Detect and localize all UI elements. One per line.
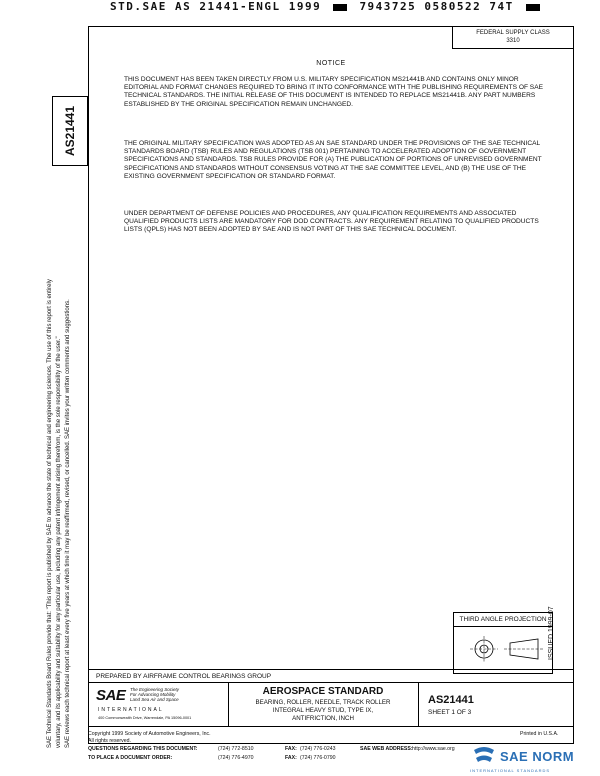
sae-norm-logo-icon	[472, 746, 496, 766]
vertical-note-line-2: voluntary, and its applicability and suitability for any particular use, including any patent infringement arising therefrom, is the sole responsibility of the user."	[56, 336, 62, 748]
third-angle-projection-symbol-icon	[462, 631, 548, 667]
sae-logo-block	[88, 683, 229, 726]
fsc-value: 3310	[506, 38, 520, 44]
document-header-code	[110, 0, 600, 14]
fax-value-2: (724) 776-0790	[300, 755, 336, 761]
header-black-mark	[333, 4, 347, 11]
federal-supply-class-box	[452, 27, 573, 49]
rights-reserved: All rights reserved.	[88, 738, 131, 744]
fax-label-2: FAX:	[285, 755, 297, 761]
aerospace-standard-title: AEROSPACE STANDARD	[262, 686, 384, 697]
side-document-number-box	[52, 96, 88, 166]
notice-paragraph-3: UNDER DEPARTMENT OF DEFENSE POLICIES AND PROCEDURES, ANY QUALIFICATION REQUIREMENTS AND ASSOCIATED QUALIFIED PRODUCTS LISTS ARE MANDATORY FOR DOD CONTRACTS. ANY REQUIREMENT RELATING TO QUALIFIED PRODUCTS LISTS (QPLS) HAS NOT BEEN ADOPTED BY SAE AND IS NOT PART OF THIS SAE TECHNICAL DOCUMENT.	[124, 210, 539, 234]
title-block	[88, 682, 574, 727]
title-block-description	[228, 683, 419, 726]
fsc-label: FEDERAL SUPPLY CLASS	[476, 30, 550, 36]
sae-logo: SAE	[96, 687, 126, 704]
sae-logo-tagline	[130, 687, 179, 702]
printed-in: Printed in U.S.A.	[520, 731, 559, 737]
sae-norm-subtitle: INTERNATIONAL STANDARDS	[470, 768, 551, 773]
document-number: AS21441	[428, 694, 474, 706]
sae-address: 400 Commonwealth Drive, Warrendale, PA 15096-0001	[98, 716, 192, 720]
notice-paragraph-1: THIS DOCUMENT HAS BEEN TAKEN DIRECTLY FROM U.S. MILITARY SPECIFICATION MS21441B AND CONTAINS ONLY MINOR EDITORIAL AND FORMAT CHANGES REQUIRED TO BRING IT INTO CONFORMANCE WITH THE PUBLISHING REQUIREMENTS OF SAE TECHNICAL STANDARDS. THE INITIAL RELEASE OF THIS DOCUMENT IS INTENDED TO REPLACE MS21441B. ANY PART NUMBERS ESTABLISHED BY THE ORIGINAL SPECIFICATION REMAIN UNCHANGED.	[124, 76, 543, 108]
part-description-line-1: BEARING, ROLLER, NEEDLE, TRACK ROLLER	[255, 699, 391, 706]
sheet-number: SHEET 1 OF 3	[428, 709, 472, 716]
header-code-right: 7943725 0580522 74T	[359, 0, 514, 13]
order-phone: (724) 776-4970	[218, 755, 254, 761]
questions-label: QUESTIONS REGARDING THIS DOCUMENT:	[88, 746, 198, 752]
notice-title: NOTICE	[316, 60, 346, 67]
part-description-line-2: INTEGRAL HEAVY STUD, TYPE IX,	[272, 707, 374, 714]
web-address-label: SAE WEB ADDRESS:	[360, 746, 413, 752]
sae-norm-brand: SAE NORM	[500, 749, 575, 764]
part-description-line-3: ANTIFRICTION, INCH	[292, 715, 354, 722]
logo-tagline-1: The Engineering Society	[130, 687, 180, 692]
header-black-mark-end	[526, 4, 540, 11]
third-angle-projection-box	[453, 612, 553, 674]
tsb-rules-vertical-note	[46, 178, 73, 748]
copyright: Copyright 1999 Society of Automotive Engineers, Inc.	[88, 731, 211, 737]
notice-paragraph-2: THE ORIGINAL MILITARY SPECIFICATION WAS ADOPTED AS AN SAE STANDARD UNDER THE PROVISIONS OF THE SAE TECHNICAL STANDARDS BOARD (TSB) RULES AND REGULATIONS (TSB 001) PERTAINING TO ACCELERATED ADOPTION OF GOVERNMENT SPECIFICATIONS AND STANDARDS. TSB RULES PROVIDE FOR (A) THE PUBLICATION OF PORTIONS OF UNREVISED GOVERNMENT SPECIFICATIONS AND STANDARDS WITHOUT CONSENSUS VOTING AT THE SAE COMMITTEE LEVEL, AND (B) THE USE OF THE EXISTING GOVERNMENT SPECIFICATION OR STANDARD FORMAT.	[124, 140, 542, 180]
third-angle-title: THIRD ANGLE PROJECTION	[459, 616, 547, 623]
prepared-by: PREPARED BY AIRFRAME CONTROL BEARINGS GROUP	[96, 673, 272, 680]
order-label: TO PLACE A DOCUMENT ORDER:	[88, 755, 173, 761]
side-document-number: AS21441	[63, 105, 77, 157]
prepared-divider	[88, 669, 574, 670]
sae-international: INTERNATIONAL	[98, 707, 164, 713]
projection-divider	[454, 626, 552, 627]
part-description	[228, 699, 418, 723]
vertical-note-line-3: SAE reviews each technical report at least every five years at which time it may be reaffirmed, revised, or cancelled. SAE invites your written comments and suggestions.	[65, 299, 71, 748]
questions-phone: (724) 772-8510	[218, 746, 254, 752]
logo-tagline-2: For Advancing Mobility	[130, 692, 176, 697]
fax-value-1: (724) 776-0243	[300, 746, 336, 752]
header-code-left: STD.SAE AS 21441-ENGL 1999	[110, 0, 322, 13]
title-block-number	[418, 683, 574, 726]
issued-date: ISSUED 1999-07	[548, 606, 555, 660]
web-address-link[interactable]: http://www.sae.org	[412, 746, 455, 752]
logo-tagline-3: Land Sea Air and Space	[130, 697, 179, 702]
fax-label-1: FAX:	[285, 746, 297, 752]
vertical-note-line-1: SAE Technical Standards Board Rules provide that: "This report is published by SAE to advance the state of technical and engineering sciences. The use of this report is entirely	[47, 279, 53, 748]
